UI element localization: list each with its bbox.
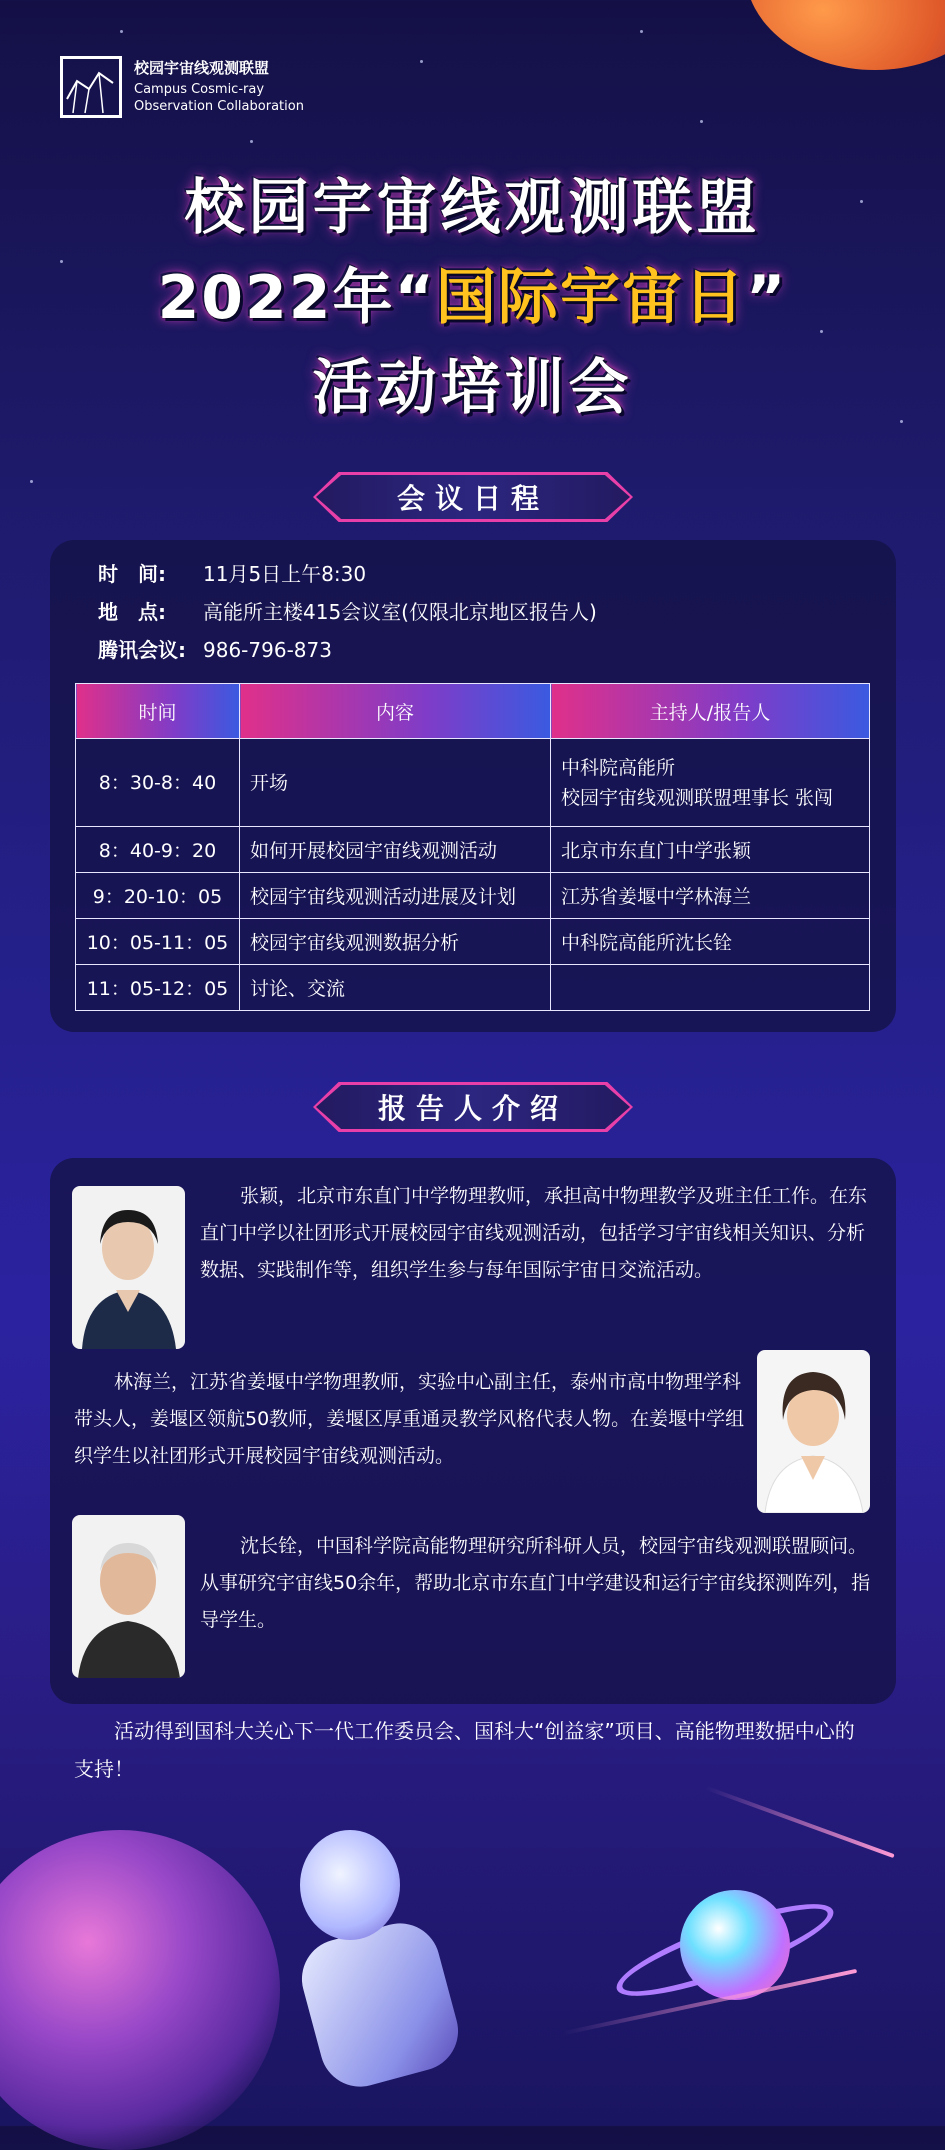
speaker-photo-shen: [72, 1515, 185, 1678]
logo-name-cn: 校园宇宙线观测联盟: [134, 58, 270, 77]
row-content: 讨论、交流: [240, 965, 551, 1011]
title-line-2-pre: 2022年“: [157, 263, 436, 333]
table-row: [76, 965, 870, 1011]
row-content: 如何开展校园宇宙线观测活动: [240, 827, 551, 873]
logo-name-en-2: Observation Collaboration: [134, 98, 304, 114]
title-line-1: 校园宇宙线观测联盟: [184, 173, 761, 243]
meeting-place-value: 高能所主楼415会议室(仅限北京地区报告人): [203, 600, 597, 624]
row-time: 10：05-11：05: [76, 919, 240, 965]
row-host: 中科院高能所沈长铨: [551, 919, 870, 965]
title-line-3: 活动培训会: [312, 353, 633, 423]
meeting-time: [98, 558, 366, 587]
tencent-meeting: [98, 634, 332, 663]
row-host-line-1: 中科院高能所: [561, 756, 676, 779]
row-time: 8：30-8：40: [76, 739, 240, 827]
speaker-photo-lin: [757, 1350, 870, 1513]
alliance-logo: [60, 56, 304, 118]
schedule-table: [75, 683, 870, 1011]
globe-decoration: [0, 1830, 280, 2150]
table-header-host: 主持人/报告人: [551, 684, 870, 739]
row-content: 开场: [240, 739, 551, 827]
speaker-bio-shen: 沈长铨，中国科学院高能物理研究所科研人员，校园宇宙线观测联盟顾问。从事研究宇宙线50余年，帮助北京市东直门中学建设和运行宇宙线探测阵列，指导学生。: [200, 1535, 871, 1631]
meeting-time-value: 11月5日上午8:30: [203, 562, 367, 586]
tencent-meeting-key: 腾讯会议:: [98, 638, 186, 662]
planet-decoration: [745, 0, 945, 70]
tencent-meeting-id: 986-796-873: [203, 638, 332, 662]
schedule-banner: [313, 472, 633, 522]
row-host: 北京市东直门中学张颖: [551, 827, 870, 873]
schedule-banner-label: 会议日程: [396, 482, 549, 515]
speakers-banner-label: 报告人介绍: [377, 1092, 568, 1125]
row-time: 9：20-10：05: [76, 873, 240, 919]
table-row: [76, 827, 870, 873]
row-content: 校园宇宙线观测活动进展及计划: [240, 873, 551, 919]
row-content: 校园宇宙线观测数据分析: [240, 919, 551, 965]
saturn-decoration: [680, 1890, 790, 2000]
logo-name-en-1: Campus Cosmic-ray: [134, 81, 265, 97]
row-host: 江苏省姜堰中学林海兰: [551, 873, 870, 919]
table-row: [76, 873, 870, 919]
speaker-photo-zhang: [72, 1186, 185, 1349]
title-highlight: 国际宇宙日: [436, 263, 746, 333]
meeting-time-key: 时 间:: [98, 562, 166, 586]
speakers-banner: [313, 1082, 633, 1132]
row-host: [551, 739, 870, 827]
light-streak-decoration: [705, 1786, 894, 1858]
row-time: 11：05-12：05: [76, 965, 240, 1011]
title-line-2: [0, 250, 945, 336]
row-time: 8：40-9：20: [76, 827, 240, 873]
row-host: [551, 965, 870, 1011]
astronaut-helmet-decoration: [300, 1830, 400, 1940]
support-statement: 活动得到国科大关心下一代工作委员会、国科大“创益家”项目、高能物理数据中心的支持！: [74, 1719, 855, 1781]
table-header-content: 内容: [240, 684, 551, 739]
meeting-place-key: 地 点:: [98, 600, 166, 624]
astronaut-body-decoration: [293, 1914, 467, 2095]
meeting-place: [98, 596, 597, 625]
title-line-2-post: ”: [746, 263, 788, 333]
speaker-bio-lin: 林海兰，江苏省姜堰中学物理教师，实验中心副主任，泰州市高中物理学科带头人，姜堰区领航50教师，姜堰区厚重通灵教学风格代表人物。在姜堰中学组织学生以社团形式开展校园宇宙线观测活动。: [74, 1371, 745, 1467]
logo-mark-icon: [60, 56, 122, 118]
table-header-time: 时间: [76, 684, 240, 739]
table-header-row: [76, 684, 870, 739]
speaker-bio-zhang: 张颖，北京市东直门中学物理教师，承担高中物理教学及班主任工作。在东直门中学以社团形式开展校园宇宙线观测活动，包括学习宇宙线相关知识、分析数据、实践制作等，组织学生参与每年国际宇宙日交流活动。: [200, 1185, 868, 1281]
table-row: [76, 739, 870, 827]
table-row: [76, 919, 870, 965]
row-host-line-2: 校园宇宙线观测联盟理事长 张闯: [561, 786, 834, 809]
